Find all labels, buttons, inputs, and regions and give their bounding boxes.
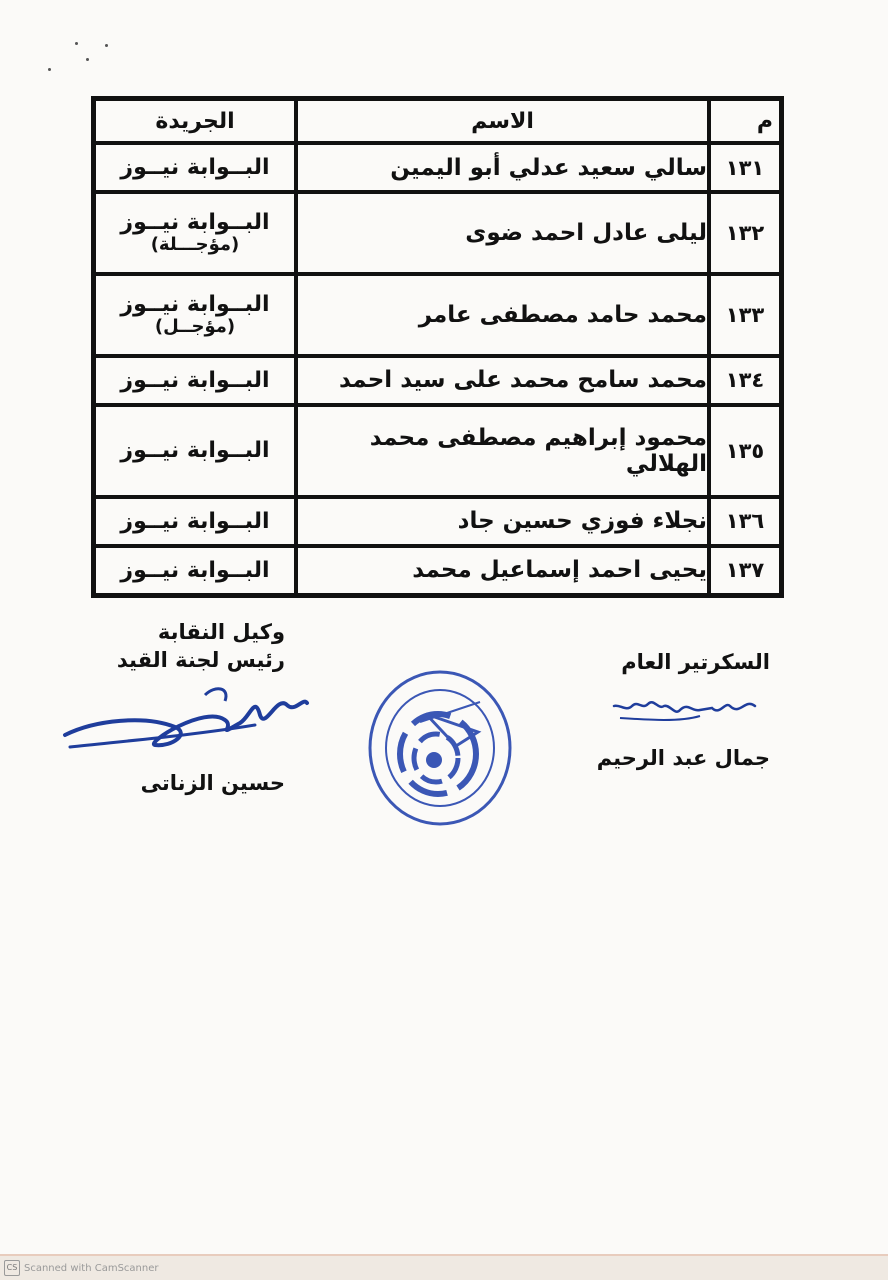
deputy-role: وكيل النقابة [157, 620, 285, 644]
members-table [91, 96, 784, 598]
newspaper-label: البــوابة نيــوز [120, 438, 270, 464]
header-name: الاسم [296, 99, 709, 143]
scan-speck [105, 44, 108, 47]
row-number: ١٣١ [709, 143, 781, 192]
row-number: ١٣٢ [709, 192, 781, 274]
handwritten-signature-right [580, 676, 770, 740]
table-row [94, 356, 781, 405]
row-newspaper [94, 356, 296, 405]
header-number: م [709, 99, 781, 143]
row-newspaper [94, 405, 296, 497]
row-newspaper [94, 274, 296, 356]
row-number: ١٣٧ [709, 546, 781, 595]
row-number: ١٣٦ [709, 497, 781, 546]
row-number: ١٣٣ [709, 274, 781, 356]
handwritten-signature-left [55, 675, 315, 765]
row-number: ١٣٤ [709, 356, 781, 405]
row-number: ١٣٥ [709, 405, 781, 497]
table-row [94, 546, 781, 595]
row-newspaper [94, 143, 296, 192]
row-name: محمد حامد مصطفى عامر [296, 274, 709, 356]
newspaper-label: البــوابة نيــوز [120, 367, 270, 393]
status-note: (مؤجــل) [154, 316, 236, 338]
scan-speck [75, 42, 78, 45]
newspaper-label: البــوابة نيــوز [120, 508, 270, 534]
row-name: يحيى احمد إسماعيل محمد [296, 546, 709, 595]
row-newspaper [94, 192, 296, 274]
table-header-row [94, 99, 781, 143]
row-name: نجلاء فوزي حسين جاد [296, 497, 709, 546]
scan-speck [48, 68, 51, 71]
deputy-name: حسين الزناتى [140, 770, 285, 795]
syndicate-seal-stamp [360, 662, 518, 830]
row-newspaper [94, 546, 296, 595]
committee-role: رئيس لجنة القيد [116, 648, 285, 673]
table-row [94, 192, 781, 274]
secretary-name: جمال عبد الرحيم [596, 746, 770, 771]
scanner-text: Scanned with CamScanner [24, 1262, 159, 1274]
newspaper-label: البــوابة نيــوز [120, 210, 270, 236]
status-note: (مؤجـــلة) [150, 234, 240, 256]
header-newspaper: الجريدة [94, 99, 296, 143]
row-name: سالي سعيد عدلي أبو اليمين [296, 143, 709, 192]
secretary-role: السكرتير العام [621, 650, 770, 674]
camscanner-icon: CS [4, 1260, 20, 1276]
deputy-signature-block [60, 618, 285, 795]
scanner-watermark [4, 1260, 159, 1276]
row-name: ليلى عادل احمد ضوى [296, 192, 709, 274]
table-row [94, 143, 781, 192]
newspaper-label: البــوابة نيــوز [120, 291, 270, 317]
newspaper-label: البــوابة نيــوز [120, 557, 270, 583]
row-name: محمود إبراهيم مصطفى محمد الهلالي [296, 405, 709, 497]
table-row [94, 274, 781, 356]
table-row [94, 405, 781, 497]
secretary-signature-block [560, 648, 770, 770]
row-name: محمد سامح محمد على سيد احمد [296, 356, 709, 405]
scan-speck [86, 58, 89, 61]
row-newspaper [94, 497, 296, 546]
newspaper-label: البــوابة نيــوز [120, 154, 270, 180]
table-row [94, 497, 781, 546]
